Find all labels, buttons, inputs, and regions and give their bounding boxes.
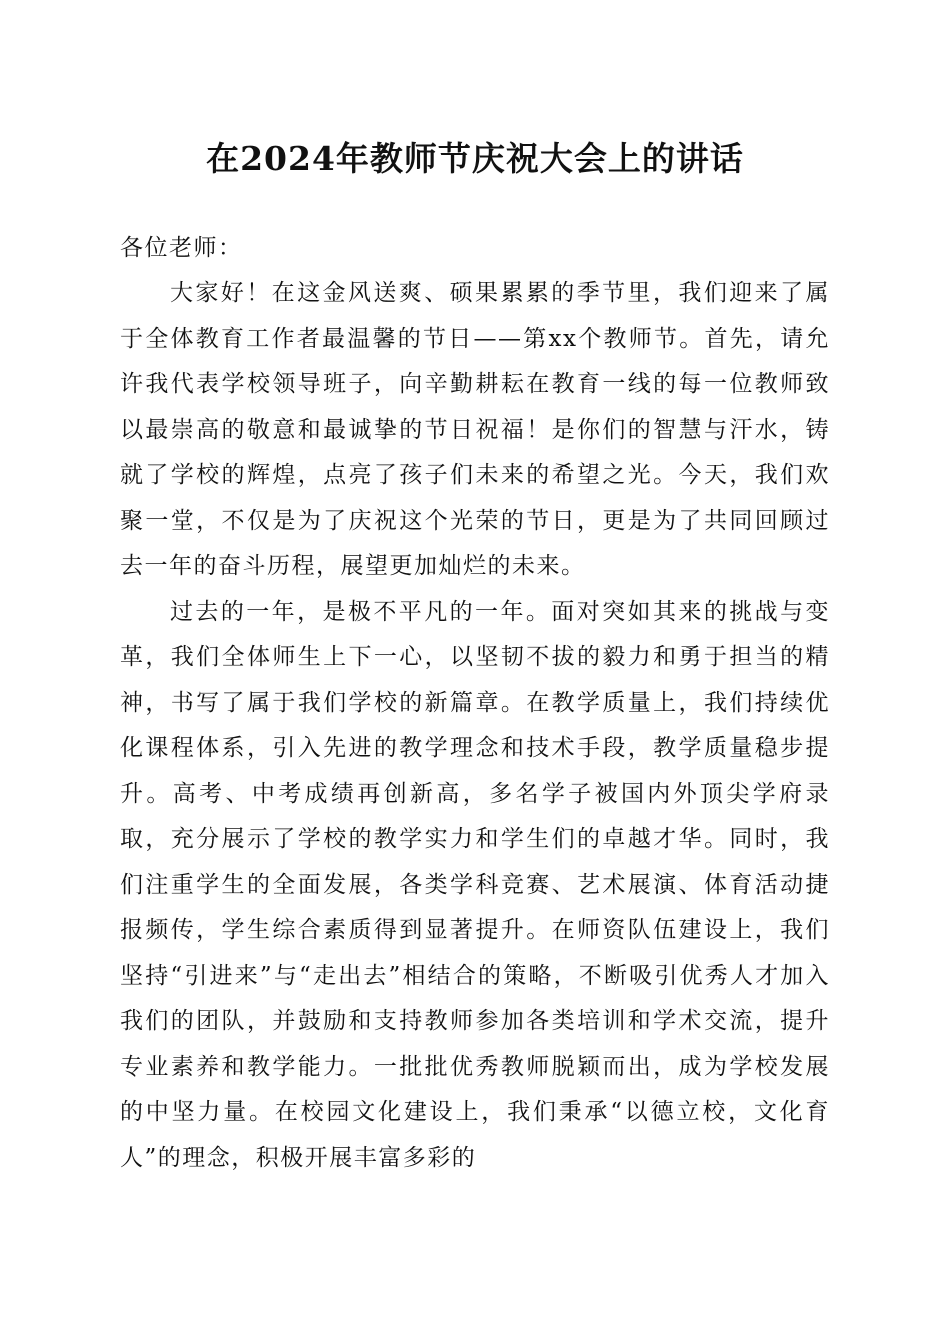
salutation: 各位老师： bbox=[120, 235, 243, 261]
paragraph-2: 过去的一年，是极不平凡的一年。面对突如其来的挑战与变革，我们全体师生上下一心，以坚韧不拔的毅力和勇于担当的精神，书写了属于我们学校的新篇章。在教学质量上，我们持续优化课程体系，引入先进的教学理念和技术手段，教学质量稳步提升。高考、中考成绩再创新高，多名学子被国内外顶尖学府录取，充分展示了学校的教学实力和学生们的卓越才华。同时，我们注重学生的全面发展，各类学科竞赛、艺术展演、体育活动捷报频传，学生综合素质得到显著提升。在师资队伍建设上，我们坚持“引进来”与“走出去”相结合的策略，不断吸引优秀人才加入我们的团队，并鼓励和支持教师参加各类培训和学术交流，提升专业素养和教学能力。一批批优秀教师脱颖而出，成为学校发展的中坚力量。在校园文化建设上，我们秉承“以德立校，文化育人”的理念，积极开展丰富多彩的 bbox=[120, 598, 830, 1171]
paragraph-1: 大家好！在这金风送爽、硕果累累的季节里，我们迎来了属于全体教育工作者最温馨的节日——第xx个教师节。首先，请允许我代表学校领导班子，向辛勤耕耘在教育一线的每一位教师致以最崇高的敬意和最诚挚的节日祝福！是你们的智慧与汗水，铸就了学校的辉煌，点亮了孩子们未来的希望之光。今天，我们欢聚一堂，不仅是为了庆祝这个光荣的节日，更是为了共同回顾过去一年的奋斗历程，展望更加灿烂的未来。 bbox=[120, 280, 830, 579]
document-body bbox=[120, 226, 830, 1181]
document-title: 在2024年教师节庆祝大会上的讲话 bbox=[206, 139, 744, 178]
